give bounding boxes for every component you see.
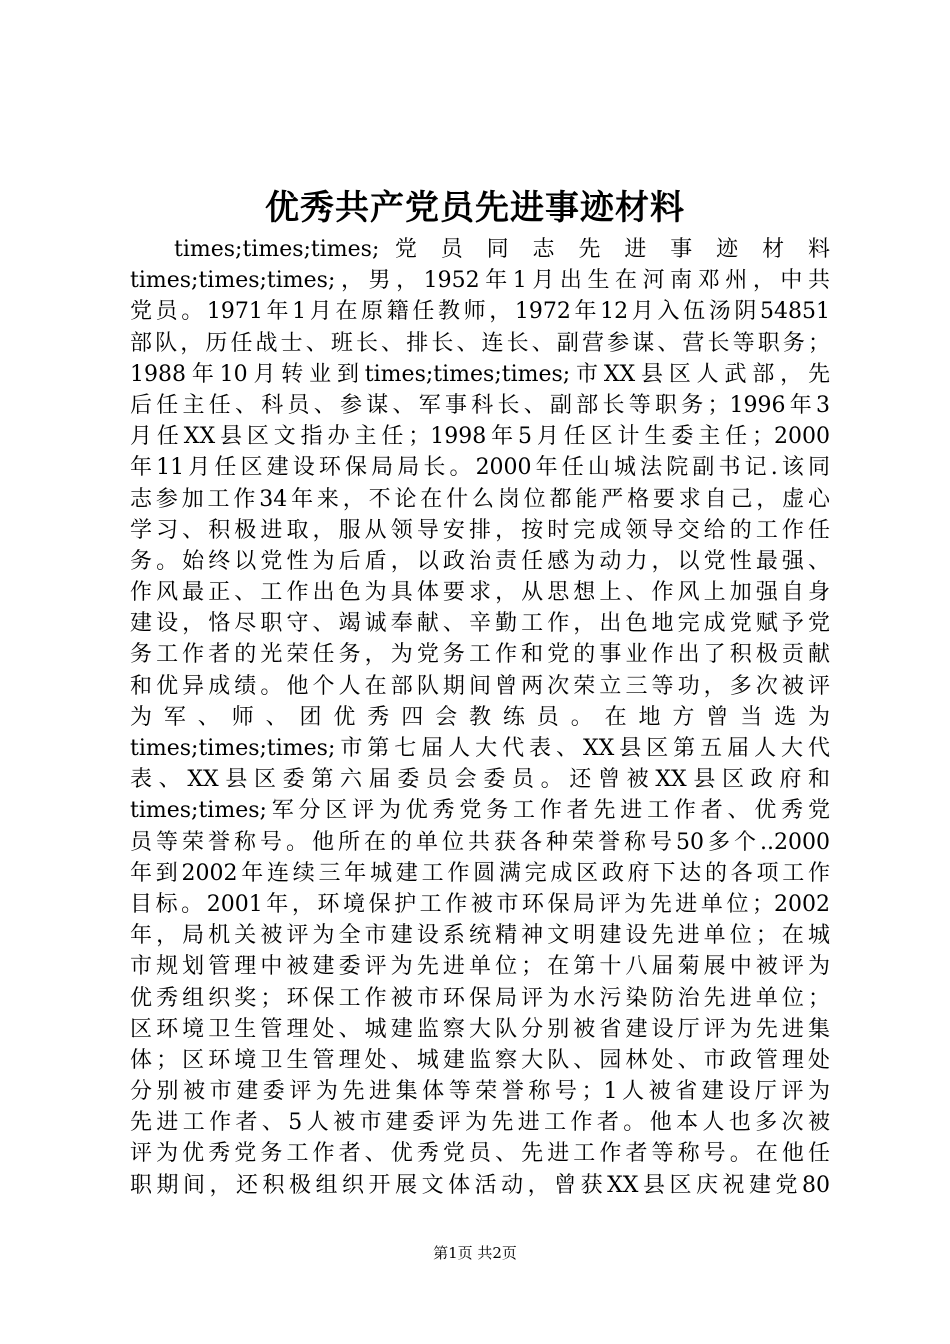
document-title: 优秀共产党员先进事迹材料 [265, 188, 685, 228]
body-line: times;times;times; 党 员 同 志 先 进 事 迹 材 料 [174, 237, 830, 262]
body-line: 作风最正、工作出色为具体要求，从思想上、作风上加强自身 [130, 580, 830, 606]
body-line: 年到2002年连续三年城建工作圆满完成区政府下达的各项工作 [130, 860, 830, 886]
body-line: 为 军 、 师 、 团 优 秀 四 会 教 练 员 。 在 地 方 曾 当 选 为 [130, 704, 830, 730]
body-line: 优秀组织奖；环保工作被市环保局评为水污染防治先进单位； [130, 985, 830, 1011]
body-line: 后任主任、科员、参谋、军事科长、副部长等职务；1996年3 [130, 392, 830, 418]
body-line: 目标。2001年，环境保护工作被市环保局评为先进单位；2002 [130, 891, 830, 917]
document-body [130, 234, 830, 1201]
body-line: 和优异成绩。他个人在部队期间曾两次荣立三等功，多次被评 [130, 673, 830, 699]
body-line: 务。始终以党性为后盾，以政治责任感为动力，以党性最强、 [130, 548, 830, 574]
body-line: times;times;times;，男，1952年1月出生在河南邓州，中共 [130, 268, 830, 294]
body-line: 分别被市建委评为先进集体等荣誉称号；1人被省建设厅评为 [130, 1079, 830, 1105]
body-line: 部队，历任战士、班长、排长、连长、副营参谋、营长等职务； [130, 330, 830, 356]
body-line: 体；区环境卫生管理处、城建监察大队、园林处、市政管理处 [130, 1047, 830, 1073]
body-line: 先进工作者、5人被市建委评为先进工作者。他本人也多次被 [130, 1110, 830, 1136]
body-line: times;times;times;市第七届人大代表、XX县区第五届人大代 [130, 736, 830, 761]
body-line: 学习、积极进取，服从领导安排，按时完成领导交给的工作任 [130, 517, 830, 543]
body-line: 1988年10月转业到times;times;times;市XX县区人武部，先 [130, 361, 830, 387]
body-line: 区环境卫生管理处、城建监察大队分别被省建设厅评为先进集 [130, 1016, 830, 1042]
body-line: 市规划管理中被建委评为先进单位；在第十八届菊展中被评为 [130, 954, 830, 980]
body-line: 年，局机关被评为全市建设系统精神文明建设先进单位；在城 [130, 923, 830, 949]
body-line: 党员。1971年1月在原籍任教师，1972年12月入伍汤阴54851 [130, 299, 830, 325]
body-line: 志参加工作34年来，不论在什么岗位都能严格要求自己，虚心 [130, 486, 830, 512]
body-line: 年11月任区建设环保局局长。2000年任山城法院副书记.该同 [130, 455, 830, 481]
body-line: times;times;军分区评为优秀党务工作者先进工作者、优秀党 [130, 798, 830, 824]
page-footer: 第1页 共2页 [433, 1244, 517, 1262]
body-line: 员等荣誉称号。他所在的单位共获各种荣誉称号50多个..2000 [130, 829, 830, 855]
body-line: 评为优秀党务工作者、优秀党员、先进工作者等称号。在他任 [130, 1141, 830, 1167]
body-line: 建设，恪尽职守、竭诚奉献、辛勤工作，出色地完成党赋予党 [130, 611, 830, 637]
body-line: 职期间，还积极组织开展文体活动，曾获XX县区庆祝建党80 [130, 1172, 830, 1198]
body-line: 表、XX县区委第六届委员会委员。还曾被XX县区政府和 [130, 767, 830, 793]
body-line: 务工作者的光荣任务，为党务工作和党的事业作出了积极贡献 [130, 642, 830, 668]
body-line: 月任XX县区文指办主任；1998年5月任区计生委主任；2000 [130, 424, 830, 450]
